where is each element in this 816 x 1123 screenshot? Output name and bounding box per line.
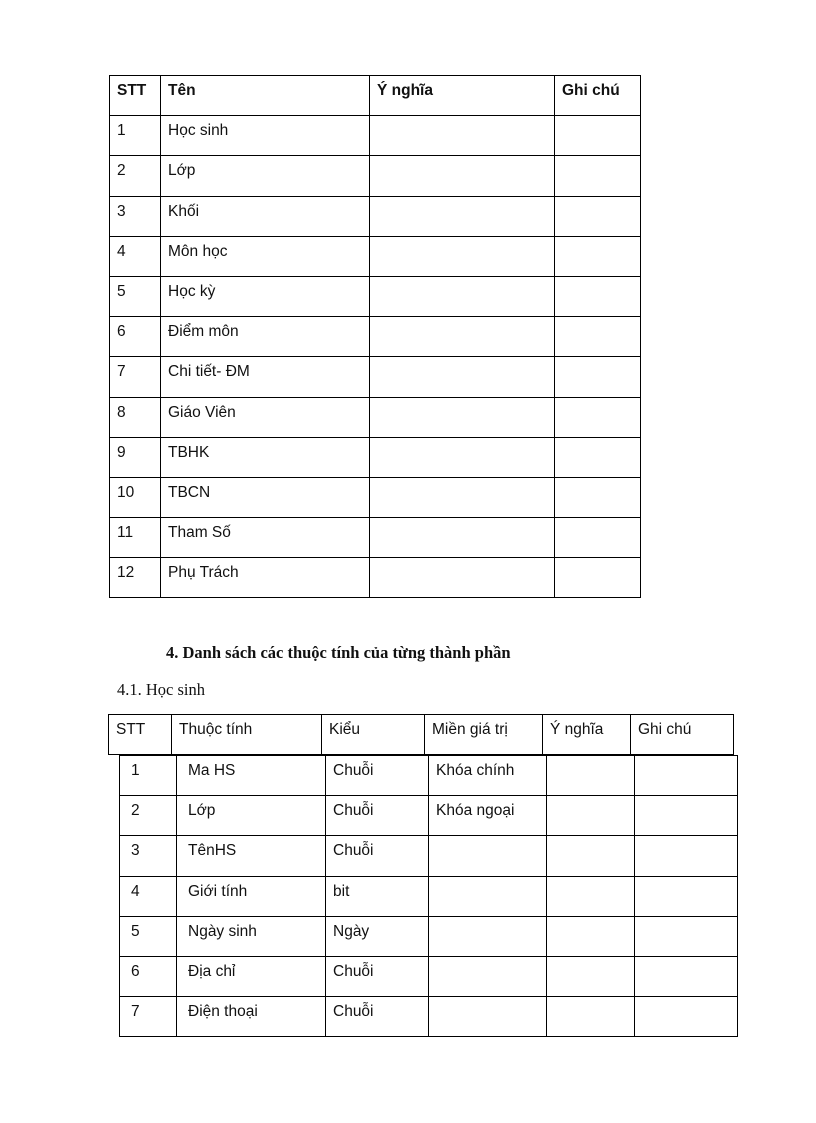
entity-table bbox=[109, 75, 641, 598]
entity-cell-ghi-chu bbox=[555, 116, 641, 156]
header-ten: Tên bbox=[161, 76, 370, 116]
attribute-cell-ghi-chu bbox=[635, 836, 738, 876]
attribute-row bbox=[120, 876, 738, 916]
attribute-cell-y-nghia bbox=[547, 956, 635, 996]
attribute-cell-mien-gia-tri bbox=[429, 916, 547, 956]
entity-cell-stt: 10 bbox=[110, 477, 161, 517]
entity-cell-y-nghia bbox=[370, 397, 555, 437]
attribute-cell-kieu: Chuỗi bbox=[326, 796, 429, 836]
entity-cell-ten: Khối bbox=[161, 196, 370, 236]
attribute-cell-thuoc-tinh: Giới tính bbox=[177, 876, 326, 916]
attribute-cell-mien-gia-tri: Khóa ngoại bbox=[429, 796, 547, 836]
entity-cell-stt: 11 bbox=[110, 518, 161, 558]
attribute-cell-stt: 4 bbox=[120, 876, 177, 916]
attribute-cell-thuoc-tinh: Ma HS bbox=[177, 756, 326, 796]
attr-header-mien-gia-tri: Miền giá trị bbox=[425, 715, 543, 755]
attribute-cell-kieu: Ngày bbox=[326, 916, 429, 956]
entity-row bbox=[110, 236, 641, 276]
attribute-cell-kieu: Chuỗi bbox=[326, 756, 429, 796]
entity-cell-stt: 9 bbox=[110, 437, 161, 477]
entity-row bbox=[110, 196, 641, 236]
entity-cell-stt: 2 bbox=[110, 156, 161, 196]
attr-header-y-nghia: Ý nghĩa bbox=[543, 715, 631, 755]
entity-row bbox=[110, 276, 641, 316]
attribute-header-row bbox=[109, 715, 734, 755]
entity-row bbox=[110, 437, 641, 477]
attribute-cell-thuoc-tinh: Ngày sinh bbox=[177, 916, 326, 956]
attribute-cell-kieu: Chuỗi bbox=[326, 956, 429, 996]
attribute-row bbox=[120, 997, 738, 1037]
entity-cell-stt: 5 bbox=[110, 276, 161, 316]
attribute-cell-y-nghia bbox=[547, 876, 635, 916]
entity-cell-ten: TBCN bbox=[161, 477, 370, 517]
attribute-cell-thuoc-tinh: Lớp bbox=[177, 796, 326, 836]
attribute-table-body bbox=[120, 756, 738, 1037]
header-ghi-chu: Ghi chú bbox=[555, 76, 641, 116]
attribute-cell-ghi-chu bbox=[635, 997, 738, 1037]
entity-cell-y-nghia bbox=[370, 276, 555, 316]
attribute-row bbox=[120, 956, 738, 996]
entity-cell-ghi-chu bbox=[555, 317, 641, 357]
attr-header-ghi-chu: Ghi chú bbox=[631, 715, 734, 755]
entity-cell-stt: 4 bbox=[110, 236, 161, 276]
attribute-cell-y-nghia bbox=[547, 997, 635, 1037]
entity-cell-ten: Điểm môn bbox=[161, 317, 370, 357]
entity-row bbox=[110, 317, 641, 357]
entity-row bbox=[110, 477, 641, 517]
entity-row bbox=[110, 116, 641, 156]
entity-cell-ten: Tham Số bbox=[161, 518, 370, 558]
entity-cell-ten: Phụ Trách bbox=[161, 558, 370, 598]
attribute-table bbox=[119, 755, 738, 1037]
entity-cell-stt: 7 bbox=[110, 357, 161, 397]
header-stt: STT bbox=[110, 76, 161, 116]
entity-cell-ten: Giáo Viên bbox=[161, 397, 370, 437]
entity-row bbox=[110, 518, 641, 558]
attr-header-kieu: Kiểu bbox=[322, 715, 425, 755]
section-heading: 4. Danh sách các thuộc tính của từng thành phần bbox=[166, 643, 511, 662]
entity-cell-ghi-chu bbox=[555, 156, 641, 196]
entity-row bbox=[110, 357, 641, 397]
entity-cell-stt: 1 bbox=[110, 116, 161, 156]
entity-cell-y-nghia bbox=[370, 317, 555, 357]
entity-cell-ghi-chu bbox=[555, 518, 641, 558]
attribute-cell-stt: 1 bbox=[120, 756, 177, 796]
attribute-cell-mien-gia-tri bbox=[429, 997, 547, 1037]
entity-row bbox=[110, 558, 641, 598]
entity-cell-y-nghia bbox=[370, 437, 555, 477]
attribute-row bbox=[120, 756, 738, 796]
entity-cell-ghi-chu bbox=[555, 397, 641, 437]
attribute-cell-stt: 5 bbox=[120, 916, 177, 956]
entity-cell-y-nghia bbox=[370, 558, 555, 598]
entity-row bbox=[110, 156, 641, 196]
entity-table-header bbox=[110, 76, 641, 116]
entity-cell-ten: Chi tiết- ĐM bbox=[161, 357, 370, 397]
attribute-cell-y-nghia bbox=[547, 836, 635, 876]
attr-header-thuoc-tinh: Thuộc tính bbox=[172, 715, 322, 755]
entity-cell-ten: Học kỳ bbox=[161, 276, 370, 316]
entity-cell-y-nghia bbox=[370, 116, 555, 156]
entity-cell-ghi-chu bbox=[555, 477, 641, 517]
entity-cell-y-nghia bbox=[370, 518, 555, 558]
attribute-row bbox=[120, 796, 738, 836]
entity-cell-y-nghia bbox=[370, 196, 555, 236]
entity-cell-y-nghia bbox=[370, 357, 555, 397]
attr-header-stt: STT bbox=[109, 715, 172, 755]
attribute-cell-kieu: Chuỗi bbox=[326, 997, 429, 1037]
attribute-cell-ghi-chu bbox=[635, 876, 738, 916]
attribute-cell-y-nghia bbox=[547, 916, 635, 956]
entity-row bbox=[110, 397, 641, 437]
attribute-row bbox=[120, 916, 738, 956]
attribute-cell-thuoc-tinh: Địa chỉ bbox=[177, 956, 326, 996]
attribute-cell-thuoc-tinh: TênHS bbox=[177, 836, 326, 876]
attribute-cell-thuoc-tinh: Điện thoại bbox=[177, 997, 326, 1037]
entity-cell-stt: 6 bbox=[110, 317, 161, 357]
attribute-cell-stt: 2 bbox=[120, 796, 177, 836]
entity-cell-ten: TBHK bbox=[161, 437, 370, 477]
entity-cell-ghi-chu bbox=[555, 357, 641, 397]
entity-cell-ghi-chu bbox=[555, 236, 641, 276]
attribute-cell-mien-gia-tri bbox=[429, 876, 547, 916]
attribute-cell-ghi-chu bbox=[635, 916, 738, 956]
entity-cell-stt: 8 bbox=[110, 397, 161, 437]
entity-cell-y-nghia bbox=[370, 236, 555, 276]
attribute-cell-kieu: bit bbox=[326, 876, 429, 916]
attribute-cell-y-nghia bbox=[547, 796, 635, 836]
attribute-cell-y-nghia bbox=[547, 756, 635, 796]
attribute-cell-mien-gia-tri: Khóa chính bbox=[429, 756, 547, 796]
attribute-cell-stt: 3 bbox=[120, 836, 177, 876]
entity-cell-ten: Học sinh bbox=[161, 116, 370, 156]
section-subheading: 4.1. Học sinh bbox=[117, 680, 205, 699]
entity-cell-ghi-chu bbox=[555, 558, 641, 598]
attribute-row bbox=[120, 836, 738, 876]
attribute-cell-stt: 6 bbox=[120, 956, 177, 996]
attribute-cell-ghi-chu bbox=[635, 756, 738, 796]
entity-cell-y-nghia bbox=[370, 156, 555, 196]
entity-cell-ghi-chu bbox=[555, 276, 641, 316]
attribute-table-header bbox=[108, 714, 734, 755]
entity-table-body bbox=[110, 76, 641, 598]
entity-cell-y-nghia bbox=[370, 477, 555, 517]
entity-cell-stt: 3 bbox=[110, 196, 161, 236]
header-y-nghia: Ý nghĩa bbox=[370, 76, 555, 116]
entity-cell-ten: Môn học bbox=[161, 236, 370, 276]
entity-cell-ten: Lớp bbox=[161, 156, 370, 196]
attribute-cell-mien-gia-tri bbox=[429, 956, 547, 996]
attribute-cell-stt: 7 bbox=[120, 997, 177, 1037]
entity-cell-stt: 12 bbox=[110, 558, 161, 598]
attribute-cell-ghi-chu bbox=[635, 956, 738, 996]
entity-cell-ghi-chu bbox=[555, 196, 641, 236]
entity-cell-ghi-chu bbox=[555, 437, 641, 477]
attribute-cell-ghi-chu bbox=[635, 796, 738, 836]
attribute-cell-mien-gia-tri bbox=[429, 836, 547, 876]
attribute-cell-kieu: Chuỗi bbox=[326, 836, 429, 876]
